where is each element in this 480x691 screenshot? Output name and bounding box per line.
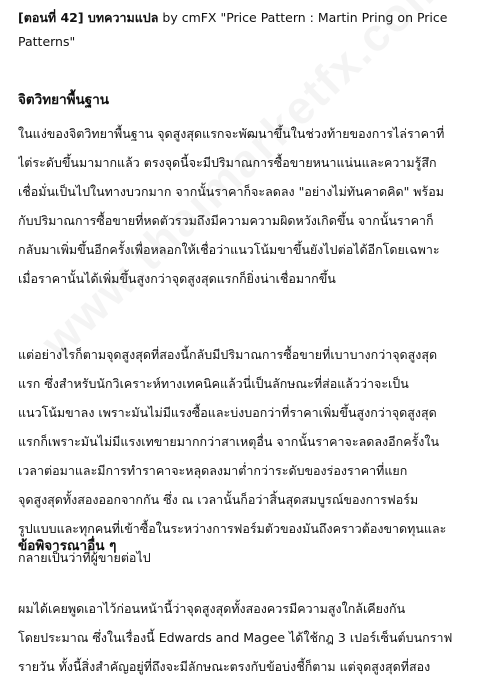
text-line: กลับมาเพิ่มขึ้นอีกครั้งเพื่อหลอกให้เชื่อว่าแนวโน้มขาขึ้นยังไปต่อได้อีกโดยเฉพาะ: [18, 242, 440, 257]
text-line: เมื่อราคานั้นได้เพิ่มขึ้นสูงกว่าจุดสูงสุดแรกก็ยิ่งน่าเชื่อมากขึ้น: [18, 271, 336, 286]
title-suffix: by cmFX "Price Pattern : Martin Pring on Price Patterns": [18, 10, 448, 49]
text-line: จุดสูงสุดทั้งสองออกจากกัน ซึ่ง ณ เวลานั้นก็อว่าสิ้นสุดสมบูรณ์ของการฟอร์ม: [18, 492, 419, 507]
paragraph-basic-psychology-1: [18, 119, 470, 293]
text-line: รูปแบบและทุกคนที่เข้าซื้อในระหว่างการฟอร์มตัวของมันถึงคราวต้องขาดทุนและ: [18, 521, 447, 536]
text-line: แรก ซึ่งสำหรับนักวิเคราะห์ทางเทคนิคแล้วนี่เป็นลักษณะที่ส่อแล้วว่าจะเป็น: [18, 376, 409, 391]
text-line: กับปริมาณการซื้อขายที่หดตัวรวมถึงมีความความผิดหวังเกิดขึ้น จากนั้นราคาก็: [18, 213, 434, 228]
text-line: แรกก็เพราะมันไม่มีแรงเทขายมากกว่าสาเหตุอื่น จากนั้นราคาจะลดลงอีกครั้งใน: [18, 434, 440, 449]
text-line: กลายเป็นว่าที่ผู้ขายต่อไป: [18, 550, 151, 565]
text-line: ผมได้เคยพูดเอาไว้ก่อนหน้านี้ว่าจุดสูงสุดทั้งสองควรมีความสูงใกล้เคียงกัน: [18, 601, 406, 616]
text-line: ไต่ระดับขึ้นมามากแล้ว ตรงจุดนี้จะมีปริมาณการซื้อขายหนาแน่นและความรู้สึก: [18, 155, 437, 170]
text-line: รายวัน ทั้งนี้สิ่งสำคัญอยู่ที่ถึงจะมีลักษณะตรงกับข้อบ่งชี้ก็ตาม แต่จุดสูงสุดที่สอง: [18, 659, 431, 674]
text-line: ในแง่ของจิตวิทยาพื้นฐาน จุดสูงสุดแรกจะพัฒนาขึ้นในช่วงท้ายของการไล่ราคาที่: [18, 126, 445, 141]
text-line: เชื่อมั่นเป็นไปในทางบวกมาก จากนั้นราคาก็จะลดลง "อย่างไม่ทันคาดคิด" พร้อม: [18, 184, 445, 199]
section-heading-basic-psychology: จิตวิทยาพื้นฐาน: [18, 92, 110, 108]
text-line: เวลาต่อมาและมีการทำราคาจะหลุดลงมาต่ำกว่าระดับของร่องราคาที่แยก: [18, 463, 408, 478]
page-title: [18, 6, 470, 54]
text-line: โดยประมาณ ซึ่งในเรื่องนี้ Edwards and Magee ได้ใช้กฎ 3 เปอร์เซ็นต์บนกราฟ: [18, 630, 453, 645]
text-line: แนวโน้มขาลง เพราะมันไม่มีแรงซื้อและบ่งบอกว่าที่ราคาเพิ่มขึ้นสูงกว่าจุดสูงสุด: [18, 405, 437, 420]
text-line: แต่อย่างไรก็ตามจุดสูงสุดที่สองนี้กลับมีปริมาณการซื้อขายที่เบาบางกว่าจุดสูงสุด: [18, 347, 438, 362]
section-heading-other-considerations: ข้อพิจารณาอื่น ๆ: [18, 538, 117, 554]
title-prefix: [ตอนที่ 42] บทความแปล: [18, 10, 159, 25]
paragraph-other-considerations-1: [18, 594, 470, 681]
